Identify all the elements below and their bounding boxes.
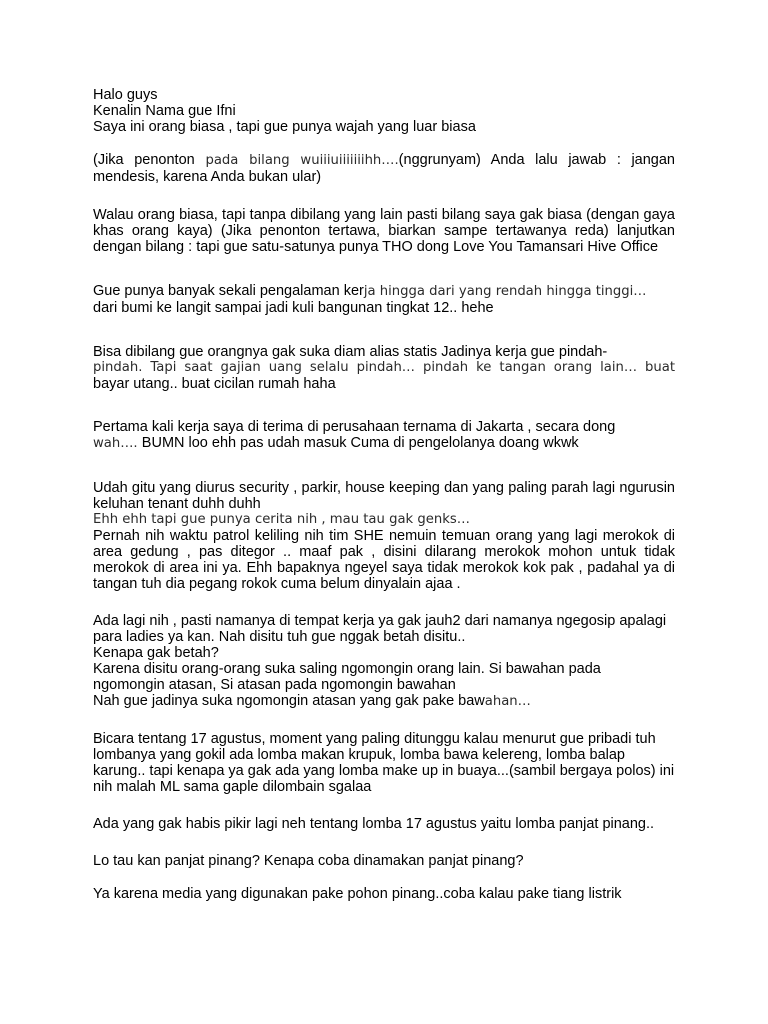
paragraph-jika [93, 152, 675, 185]
paragraph-bisa-text-a: Bisa dibilang gue orangnya gak suka diam alias statis Jadinya kerja gue pindah- [93, 344, 608, 360]
paragraph-ada-text-a: Ada lagi nih , pasti namanya di tempat kerja ya gak jauh2 dari namanya ngegosip apalagi para ladies ya kan. Nah disitu tuh gue nggak betah disitu.. [93, 613, 667, 645]
intro-block [93, 87, 675, 135]
paragraph-ada-text-e: ahan… [484, 694, 531, 709]
intro-line-name: Kenalin Nama gue Ifni [93, 103, 236, 119]
intro-line-greeting: Halo guys [93, 87, 158, 103]
paragraph-udah-text-c: Pernah nih waktu patrol keliling nih tim SHE nemuin temuan orang yang lagi merokok di area gedung , pas ditegor .. maaf pak , disini dilarang merokok mohon untuk tidak merokok di area ini ya. Ehh bapaknya ngeyel saya tidak merokok kok pak , padahal ya di tangan tuh dia pegang rokok cuma belum dinyalain ajaa . [93, 528, 675, 592]
paragraph-pertama-text-b: wah…. [93, 436, 142, 451]
paragraph-bicara: Bicara tentang 17 agustus, moment yang paling ditunggu kalau menurut gue pribadi tuh lombanya yang gokil ada lomba makan krupuk, lomba bawa kelereng, lomba balap karung.. tapi kenapa ya gak ada yang lomba make up in buaya...(sambil bergaya polos) ini nih malah ML sama gaple dilombain sgalaa [93, 731, 675, 795]
paragraph-pengalaman [93, 283, 675, 316]
paragraph-jika-text-b: pada bilang wuiiiuiiiiiiihh…. [194, 153, 399, 168]
paragraph-walau: Walau orang biasa, tapi tanpa dibilang yang lain pasti bilang saya gak biasa (dengan gaya khas orang kaya) (Jika penonton tertawa, biarkan sampe tertawanya reda) lanjutkan dengan bilang : tapi gue satu-satunya punya THO dong Love You Tamansari Hive Office [93, 207, 675, 255]
paragraph-pengalaman-text-a: Gue punya banyak sekali pengalaman ker [93, 283, 364, 299]
paragraph-bisa-text-b: pindah. Tapi saat gajian uang selalu pindah… pindah ke tangan orang lain… buat [93, 360, 675, 375]
intro-line-face: Saya ini orang biasa , tapi gue punya wajah yang luar biasa [93, 119, 476, 135]
paragraph-ada [93, 613, 675, 710]
document-body [93, 87, 675, 902]
paragraph-pertama-text-a: Pertama kali kerja saya di terima di perusahaan ternama di Jakarta , secara dong [93, 419, 616, 435]
paragraph-ada-text-c: Karena disitu orang-orang suka saling ngomongin orang lain. Si bawahan pada ngomongin atasan, Si atasan pada ngomongin bawahan [93, 661, 601, 693]
paragraph-bisa [93, 344, 675, 392]
paragraph-pertama [93, 419, 675, 452]
paragraph-ada-yang: Ada yang gak habis pikir lagi neh tentang lomba 17 agustus yaitu lomba panjat pinang.. [93, 816, 655, 832]
paragraph-pengalaman-text-b: ja hingga dari yang rendah hingga tinggi… [363, 284, 647, 299]
paragraph-jika-text-c: (nggrunyam) Anda lalu jawab : jangan mendesis, karena Anda bukan ular) [93, 152, 675, 185]
paragraph-udah-text-b: Ehh ehh tapi gue punya cerita nih , mau tau gak genks… [93, 512, 470, 527]
paragraph-jika-text-a: (Jika penonton [93, 152, 195, 168]
paragraph-lo-tau: Lo tau kan panjat pinang? Kenapa coba dinamakan panjat pinang? [93, 853, 524, 869]
paragraph-udah-text-a: Udah gitu yang diurus security , parkir, house keeping dan yang paling parah lagi ngurusin keluhan tenant duhh duhh [93, 480, 675, 512]
paragraph-pengalaman-text-c: dari bumi ke langit sampai jadi kuli bangunan tingkat 12.. hehe [93, 300, 494, 316]
paragraph-udah [93, 480, 675, 592]
paragraph-pertama-text-c: BUMN loo ehh pas udah masuk Cuma di pengelolanya doang wkwk [141, 435, 579, 451]
paragraph-bisa-text-c: bayar utang.. buat cicilan rumah haha [93, 376, 336, 392]
paragraph-ya-karena: Ya karena media yang digunakan pake pohon pinang..coba kalau pake tiang listrik [93, 886, 622, 902]
paragraph-ada-text-b: Kenapa gak betah? [93, 645, 219, 661]
paragraph-ada-text-d: Nah gue jadinya suka ngomongin atasan yang gak pake baw [93, 693, 485, 709]
